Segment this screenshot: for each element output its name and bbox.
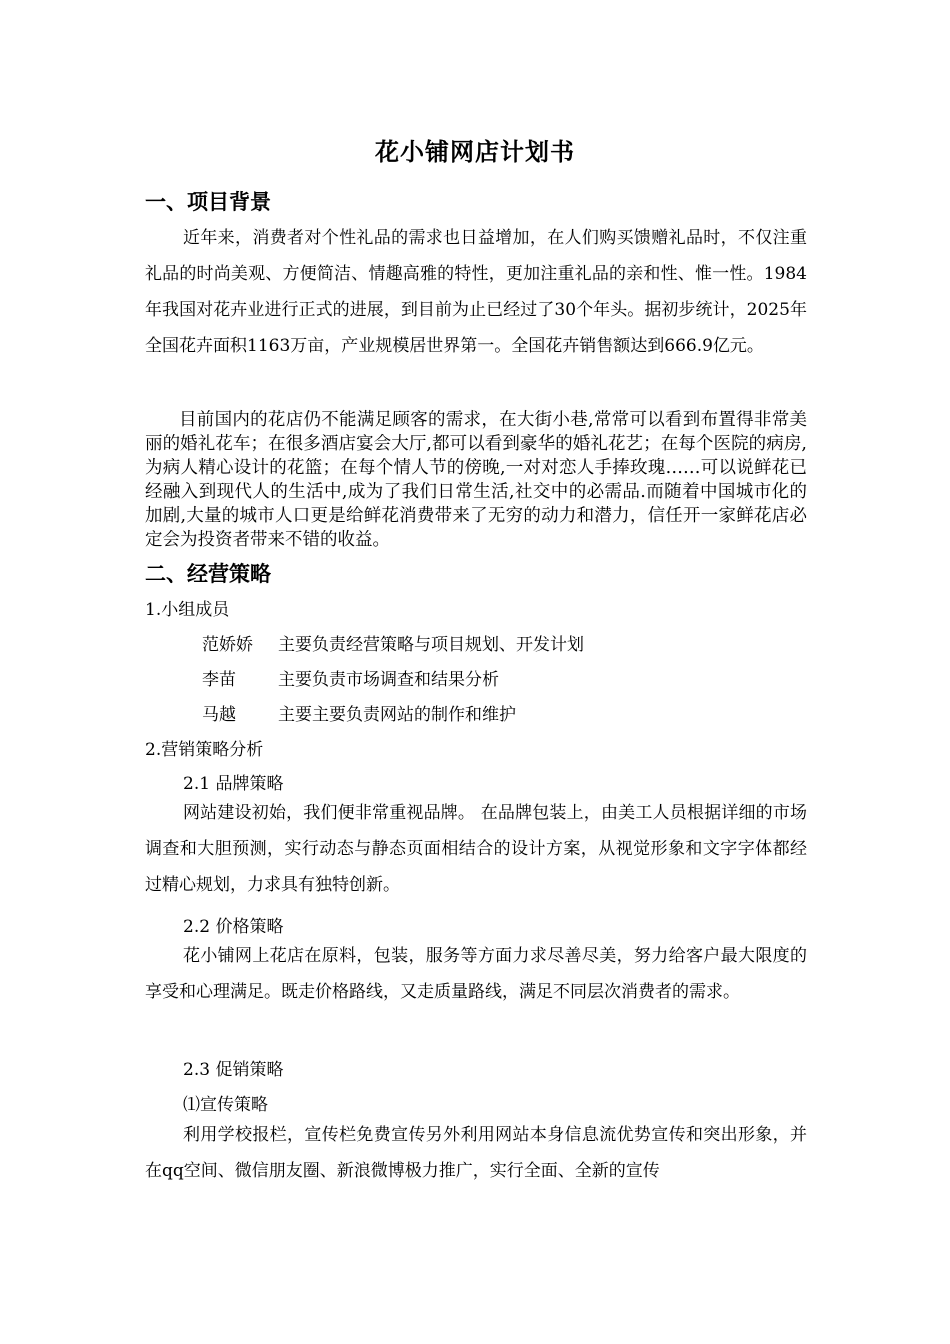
team-member-row bbox=[202, 665, 499, 690]
brand-strategy-label: 2.1 品牌策略 bbox=[183, 774, 284, 794]
section-heading-strategy: 二、经营策略 bbox=[145, 561, 271, 586]
promotion-paragraph: 利用学校报栏，宣传栏免费宣传另外利用网站本身信息流优势宣传和突出形象，并在qq空间、微信朋友圈、新浪微博极力推广，实行全面、全新的宣传 bbox=[145, 1125, 807, 1181]
member-name: 马越 bbox=[202, 705, 236, 725]
team-member-row bbox=[202, 700, 516, 725]
member-duty: 主要主要负责网站的制作和维护 bbox=[278, 705, 516, 725]
member-name: 范娇娇 bbox=[202, 635, 253, 655]
member-duty: 主要负责市场调查和结果分析 bbox=[278, 670, 499, 690]
section-heading-background: 一、项目背景 bbox=[145, 189, 271, 214]
marketing-analysis-label: 2.营销策略分析 bbox=[145, 740, 264, 760]
member-duty: 主要负责经营策略与项目规划、开发计划 bbox=[278, 635, 584, 655]
document-title: 花小铺网店计划书 bbox=[375, 137, 575, 166]
price-strategy-paragraph: 花小铺网上花店在原料，包装，服务等方面力求尽善尽美，努力给客户最大限度的享受和心理满足。既走价格路线，又走质量路线，满足不同层次消费者的需求。 bbox=[145, 946, 807, 1002]
promotion-strategy-label: 2.3 促销策略 bbox=[183, 1060, 284, 1080]
brand-strategy-paragraph: 网站建设初始，我们便非常重视品牌。 在品牌包装上，由美工人员根据详细的市场调查和大胆预测，实行动态与静态页面相结合的设计方案，从视觉形象和文字字体都经过精心规划，力求具有独特创新。 bbox=[145, 803, 807, 895]
price-strategy-label: 2.2 价格策略 bbox=[183, 917, 284, 937]
team-member-row bbox=[202, 630, 584, 655]
team-members-label: 1.小组成员 bbox=[145, 600, 230, 620]
background-paragraph-1: 近年来，消费者对个性礼品的需求也日益增加，在人们购买馈赠礼品时，不仅注重礼品的时尚美观、方便简洁、情趣高雅的特性，更加注重礼品的亲和性、惟一性。1984年我国对花卉业进行正式的进展，到目前为止已经过了30个年头。据初步统计，2025年全国花卉面积1163万亩，产业规模居世界第一。全国花卉销售额达到666.9亿元。 bbox=[145, 228, 807, 356]
member-name: 李苗 bbox=[202, 670, 236, 690]
background-paragraph-2: 目前国内的花店仍不能满足顾客的需求，在大街小巷,常常可以看到布置得非常美丽的婚礼花车；在很多酒店宴会大厅,都可以看到豪华的婚礼花艺；在每个医院的病房,为病人精心设计的花篮；在每个情人节的傍晚,一对对恋人手捧玫瑰……可以说鲜花已经融入到现代人的生活中,成为了我们日常生活,社交中的必需品.而随着中国城市化的加剧,大量的城市人口更是给鲜花消费带来了无穷的动力和潜力，信任开一家鲜花店必定会为投资者带来不错的收益。 bbox=[145, 410, 807, 550]
promotion-sub-label: ⑴宣传策略 bbox=[183, 1095, 268, 1115]
